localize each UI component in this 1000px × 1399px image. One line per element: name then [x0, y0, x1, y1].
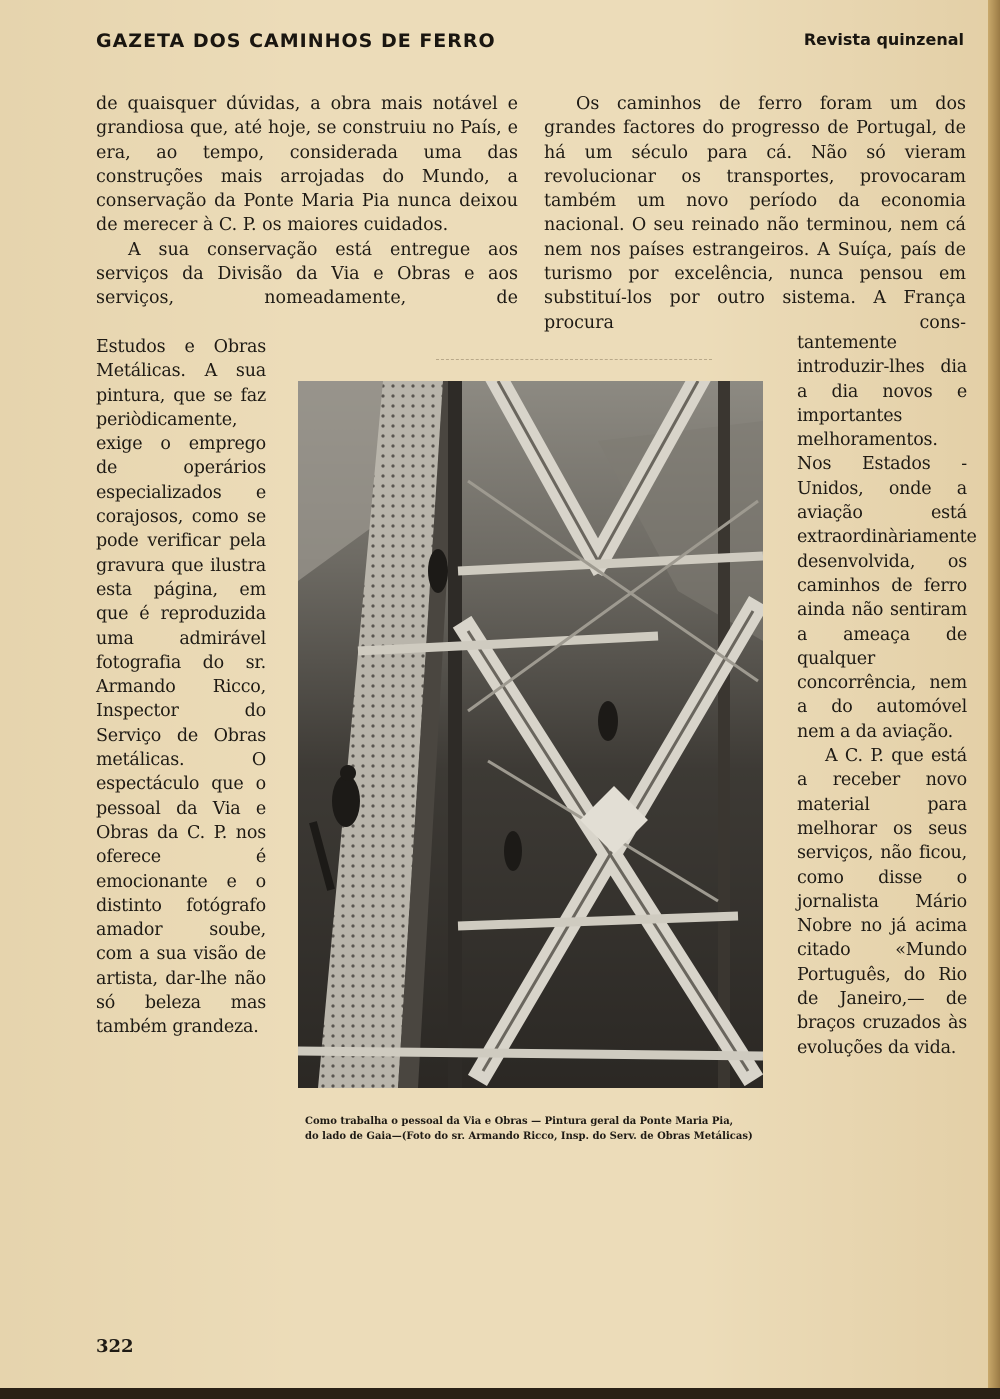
- page-edge: [988, 0, 1000, 1390]
- right-column-narrow: [797, 331, 977, 1060]
- left-column-narrow: [96, 335, 266, 1040]
- left-column-top: [96, 92, 518, 311]
- page-number: 322: [96, 1336, 134, 1357]
- right-column-top: [544, 92, 966, 335]
- page-bottom-edge: [0, 1388, 1000, 1399]
- right-paragraph-1-narrow: tantemente introduzir-lhes dia a dia novos e importantes melhoramentos. Nos Estados - Unidos, onde a aviação está extraordinàriamente desenvolvida, os caminhos de ferro ainda não sentiram a ameaça de qualquer concorrência, nem a do automóvel nem a da aviação.: [797, 333, 977, 742]
- right-paragraph-2: A C. P. que está a receber novo material para melhorar os seus serviços, não ficou, como disse o jornalista Mário Nobre no já acima citado «Mundo Português, do Rio de Janeiro,— de braços cruzados às evoluções da vida.: [797, 746, 967, 1058]
- bridge-photo-icon: [298, 381, 763, 1088]
- divider: [436, 359, 712, 361]
- magazine-title: GAZETA DOS CAMINHOS DE FERRO: [96, 30, 496, 52]
- caption-line-2: do lado de Gaia—(Foto do sr. Armando Ricco, Insp. do Serv. de Obras Metálicas): [305, 1131, 753, 1142]
- left-paragraph-2-narrow: Estudos e Obras Metálicas. A sua pintura, que se faz periòdicamente, exige o emprego de operários especializados e corajosos, como se pode verificar pela gravura que ilustra esta página, em que é reproduzida uma admirável fotografia do sr. Armando Ricco, Inspector do Serviço de Obras metálicas. O espectáculo que o pessoal da Via e Obras da C. P. nos oferece é emocionante e o distinto fotógrafo amador soube, com a sua visão de artista, dar-lhe não só beleza mas também grandeza.: [96, 337, 266, 1038]
- photo-caption: [305, 1114, 757, 1144]
- bridge-photo: [298, 381, 763, 1088]
- left-paragraph-1: de quaisquer dúvidas, a obra mais notável e grandiosa que, até hoje, se construiu no País, e era, ao tempo, considerada uma das construções mais arrojadas do Mundo, a conservação da Ponte Maria Pia nunca deixou de merecer à C. P. os maiores cuidados.: [96, 94, 518, 236]
- left-paragraph-2-wide: A sua conservação está entregue aos serviços da Divisão da Via e Obras e aos serviços, nomeadamente, de: [96, 239, 518, 309]
- caption-line-1: Como trabalha o pessoal da Via e Obras — Pintura geral da Ponte Maria Pia,: [305, 1116, 734, 1127]
- magazine-subtitle: Revista quinzenal: [803, 30, 964, 49]
- right-paragraph-1-wide: Os caminhos de ferro foram um dos grandes factores do progresso de Portugal, de há um século para cá. Não só vieram revolucionar os transportes, provocaram também um novo período da economia nacional. O seu reinado não terminou, nem cá nem nos países estrangeiros. A Suíça, país de turismo por excelência, nunca pensou em substituí-los por outro sistema. A França procura cons-: [544, 94, 966, 333]
